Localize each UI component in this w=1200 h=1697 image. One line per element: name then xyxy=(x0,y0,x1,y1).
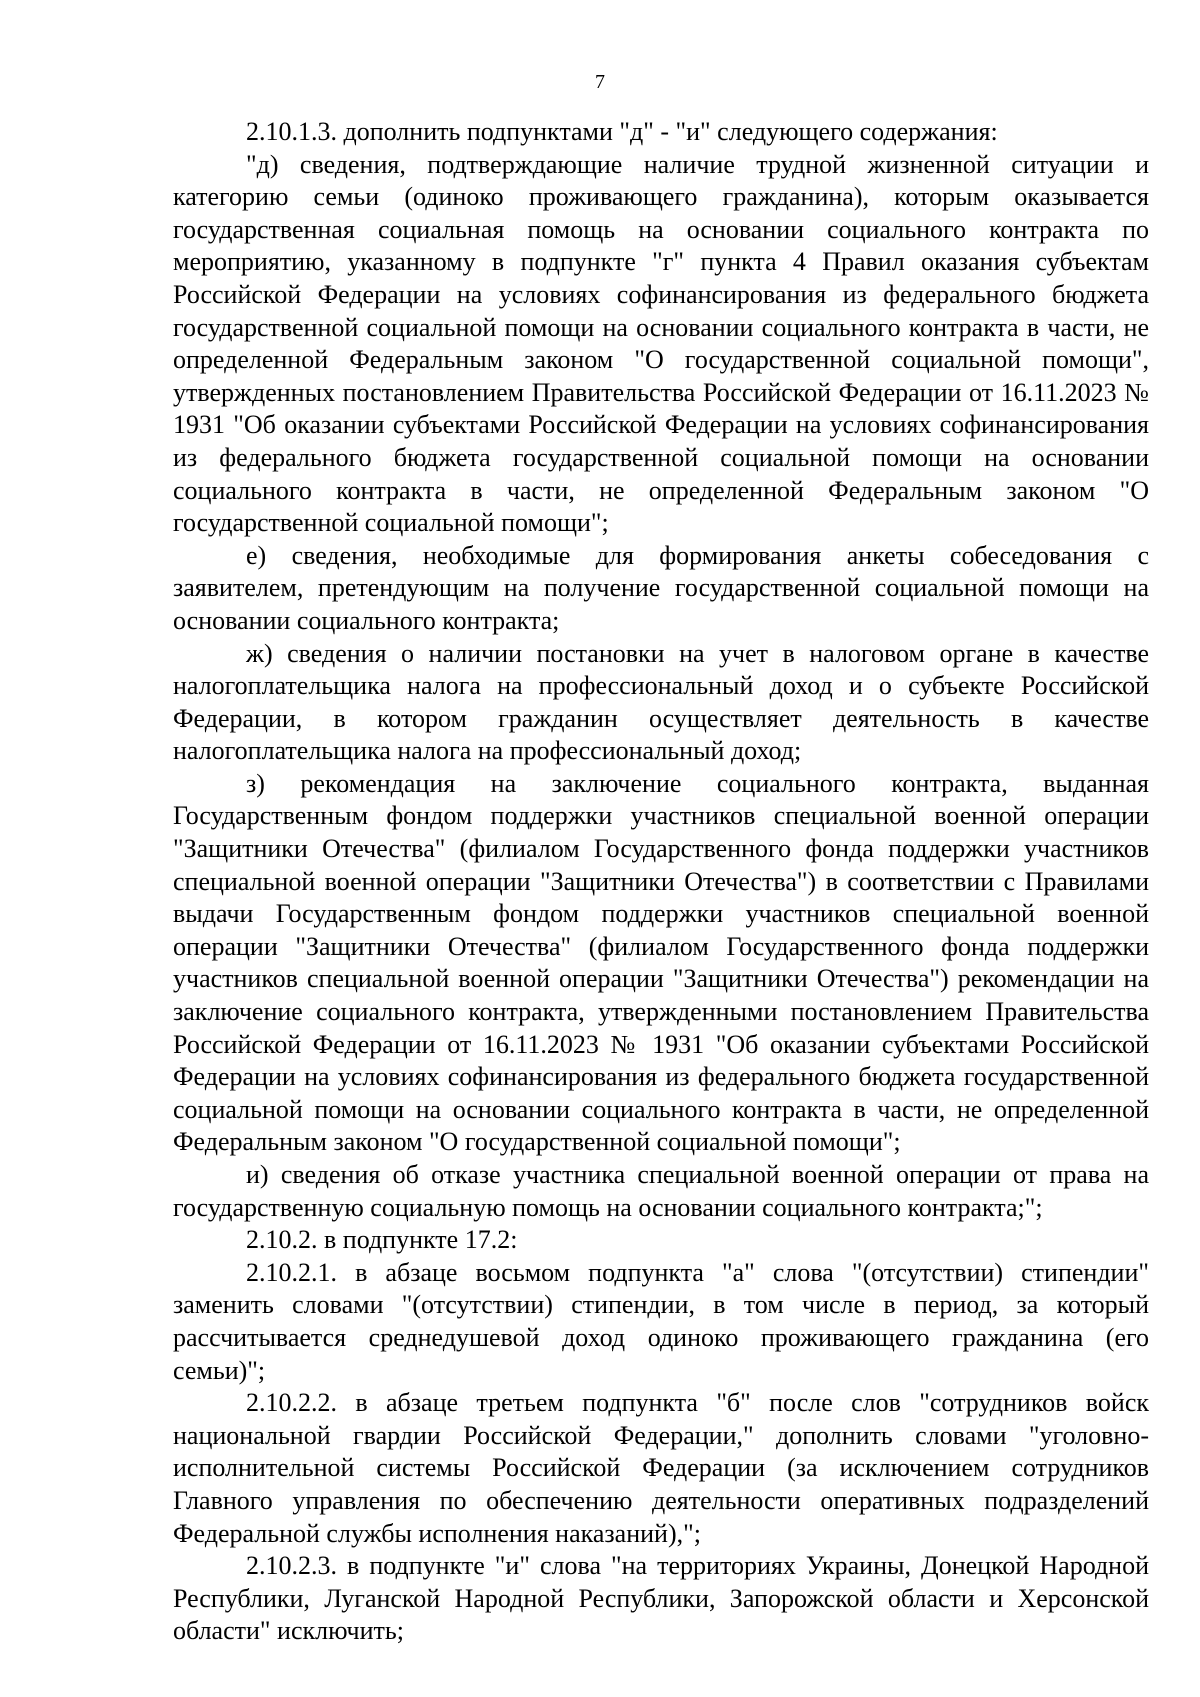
paragraph-2-10-2: 2.10.2. в подпункте 17.2: xyxy=(246,1225,518,1255)
paragraph-2-10-2-1: 2.10.2.1. в абзаце восьмом подпункта "а" слова "(отсутствии) стипендии" заменить словами "(отсутствии) стипендии, в том числе в период, за который рассчитывается среднедушевой доход одиноко проживающего гражданина (его семьи)"; xyxy=(173,1257,1149,1385)
paragraph-item-e: е) сведения, необходимые для формирования анкеты собеседования с заявителем, претендующим на получение государственной социальной помощи на основании социального контракта; xyxy=(173,540,1149,635)
paragraph-2-10-1-3: 2.10.1.3. дополнить подпунктами "д" - "и" следующего содержания: xyxy=(246,117,998,146)
paragraph-item-i: и) сведения об отказе участника специальной военной операции от права на государственную социальную помощь на основании социального контракта;"; xyxy=(173,1160,1149,1222)
paragraph-2-10-2-3: 2.10.2.3. в подпункте "и" слова "на территориях Украины, Донецкой Народной Республики, Луганской Народной Республики, Запорожской области и Херсонской области" исключить; xyxy=(173,1551,1149,1646)
page-number: 7 xyxy=(595,71,605,93)
paragraph-item-d: "д) сведения, подтверждающие наличие трудной жизненной ситуации и категорию семьи (одиноко проживающего гражданина), которым оказывается государственная социальная помощь на основании социального контракта по мероприятию, указанному в подпункте "г" пункта 4 Правил оказания субъектам Российской Федерации на условиях софинансирования из федерального бюджета государственной социальной помощи на основании социального контракта в части, не определенной Федеральным законом "О государственной социальной помощи", утвержденных постановлением Правительства Российской Федерации от 16.11.2023 № 1931 "Об оказании субъектами Российской Федерации на условиях софинансирования из федерального бюджета государственной социальной помощи на основании социального контракта в части, не определенной Федеральным законом "О государственной социальной помощи"; xyxy=(173,149,1149,538)
paragraph-item-z: з) рекомендация на заключение социального контракта, выданная Государственным фондом поддержки участников специальной военной операции "Защитники Отечества" (филиалом Государственного фонда поддержки участников специальной военной операции "Защитники Отечества") в соответствии с Правилами выдачи Государственным фондом поддержки участников специальной военной операции "Защитники Отечества" (филиалом Государственного фонда поддержки участников специальной военной операции "Защитники Отечества") рекомендации на заключение социального контракта, утвержденными постановлением Правительства Российской Федерации от 16.11.2023 № 1931 "Об оказании субъектами Российской Федерации на условиях софинансирования из федерального бюджета государственной социальной помощи на основании социального контракта в части, не определенной Федеральным законом "О государственной социальной помощи"; xyxy=(173,768,1149,1157)
paragraph-item-zh: ж) сведения о наличии постановки на учет в налоговом органе в качестве налогоплательщика налога на профессиональный доход и о субъекте Российской Федерации, в котором гражданин осуществляет деятельность в качестве налогоплательщика налога на профессиональный доход; xyxy=(173,638,1149,766)
paragraph-2-10-2-2: 2.10.2.2. в абзаце третьем подпункта "б" после слов "сотрудников войск национальной гвардии Российской Федерации," дополнить словами "уголовно-исполнительной системы Российской Федерации (за исключением сотрудников Главного управления по обеспечению деятельности оперативных подразделений Федеральной службы исполнения наказаний),"; xyxy=(173,1388,1149,1548)
document-body xyxy=(173,116,1149,1648)
